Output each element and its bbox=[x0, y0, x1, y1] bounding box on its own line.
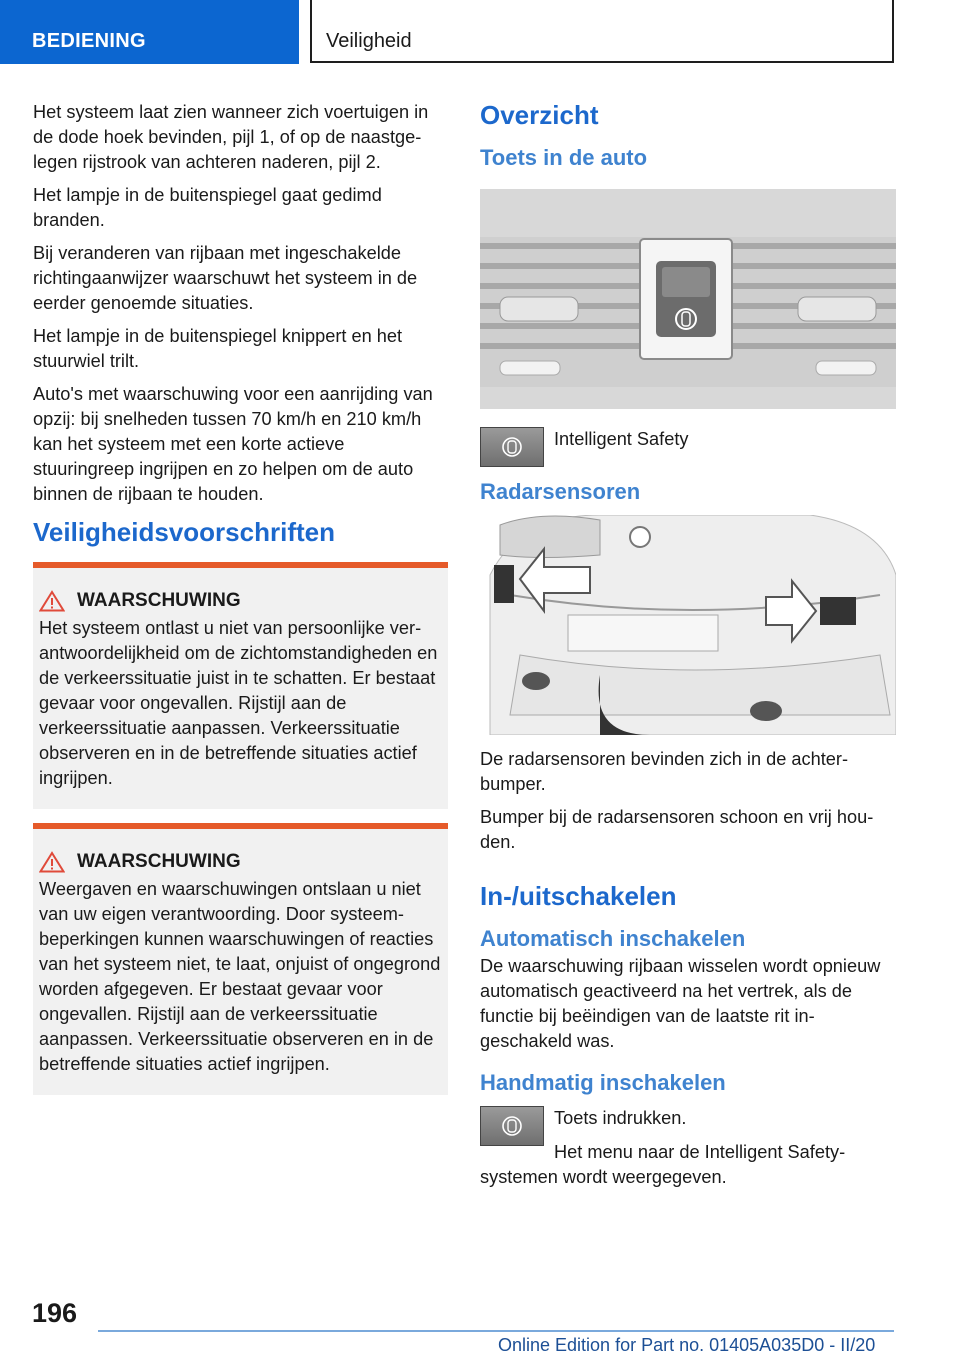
warning-box bbox=[33, 823, 448, 1095]
dashboard-vent-illustration bbox=[480, 189, 896, 409]
page-number: 196 bbox=[32, 1298, 78, 1328]
intelligent-safety-icon bbox=[480, 427, 544, 467]
footer-divider bbox=[98, 1330, 894, 1332]
paragraph: Auto's met waarschuwing voor een aanrijding van opzij: bij snelheden tussen 70 km/h en 210 km/h kan het systeem met een korte actieve stuuringreep ingrijpen en zo helpen om de auto binnen de rijbaan te houden. bbox=[33, 384, 433, 504]
chapter-tab bbox=[310, 0, 894, 63]
manual-result: Het menu naar de Intelligent Safety-systemen wordt weergegeven. bbox=[480, 1142, 846, 1187]
button-heading: Toets in de auto bbox=[480, 145, 648, 170]
manual-heading: Handmatig inschakelen bbox=[480, 1070, 726, 1095]
warning-box bbox=[33, 562, 448, 809]
warning-title-row bbox=[39, 851, 442, 873]
manual-step: Toets indrukken. bbox=[554, 1108, 687, 1128]
onoff-heading: In-/uitschakelen bbox=[480, 881, 677, 911]
button-legend bbox=[480, 427, 896, 467]
button-photo bbox=[480, 189, 896, 409]
intelligent-safety-icon bbox=[480, 1106, 544, 1146]
section-title: BEDIENING bbox=[32, 30, 146, 52]
auto-heading: Automatisch inschakelen bbox=[480, 926, 746, 951]
radar-photo bbox=[480, 515, 896, 735]
left-column bbox=[33, 100, 448, 1095]
warning-triangle-icon bbox=[39, 851, 65, 873]
right-column bbox=[480, 100, 896, 1198]
warning-title-row bbox=[39, 590, 442, 612]
warning-text: Het systeem ontlast u niet van persoonlijke verantwoordelijkheid om de zichtomstandigheden en de verkeerssituatie juist in te schatten. Er bestaat gevaar voor ongevallen. Rijstijl aan de verkeerssituatie aanpassen. Verkeerssituatie observeren en in de betreffende situaties actief ingrijpen. bbox=[39, 618, 438, 788]
overview-heading: Overzicht bbox=[480, 100, 599, 130]
radar-paragraph: Bumper bij de radarsensoren schoon en vrij houden. bbox=[480, 807, 874, 852]
auto-text: De waarschuwing rijbaan wisselen wordt opnieuw automatisch geactiveerd na het vertrek, als de functie bij beëindigen van de laatste rit ingeschakeld was. bbox=[480, 956, 881, 1051]
radar-paragraph: De radarsensoren bevinden zich in de achterbumper. bbox=[480, 749, 849, 794]
paragraph: Het lampje in de buitenspiegel knippert en het stuurwiel trilt. bbox=[33, 326, 403, 371]
paragraph: Het systeem laat zien wanneer zich voertuigen in de dode hoek bevinden, pijl 1, of op de naastgelegen rijstrook van achteren naderen, pijl 2. bbox=[33, 102, 429, 172]
warning-triangle-icon bbox=[39, 590, 65, 612]
car-rear-illustration bbox=[480, 515, 896, 735]
warning-title: WAARSCHUWING bbox=[77, 851, 241, 872]
radar-heading: Radarsensoren bbox=[480, 479, 641, 504]
section-tab bbox=[0, 0, 299, 64]
chapter-title: Veiligheid bbox=[326, 30, 412, 52]
warning-text: Weergaven en waarschuwingen ontslaan u niet van uw eigen verantwoording. Door systeembeperkingen kunnen waarschuwingen of reacties van het systeem niet, te laat, onjuist of ongegrond worden afgegeven. Er bestaat gevaar voor ongevallen. Rijstijl aan de verkeerssituatie aanpassen. Verkeerssituatie observeren en in de betreffende situaties actief ingrijpen. bbox=[39, 879, 441, 1074]
safety-heading: Veiligheidsvoorschriften bbox=[33, 517, 335, 547]
paragraph: Bij veranderen van rijbaan met ingeschakelde richtingaanwijzer waarschuwt het systeem in de eerder genoemde situaties. bbox=[33, 243, 418, 313]
edition-note: Online Edition for Part no. 01405A035D0 - II/20 bbox=[498, 1335, 876, 1355]
warning-title: WAARSCHUWING bbox=[77, 590, 241, 611]
button-label: Intelligent Safety bbox=[554, 429, 689, 449]
paragraph: Het lampje in de buitenspiegel gaat gedimd branden. bbox=[33, 185, 382, 230]
